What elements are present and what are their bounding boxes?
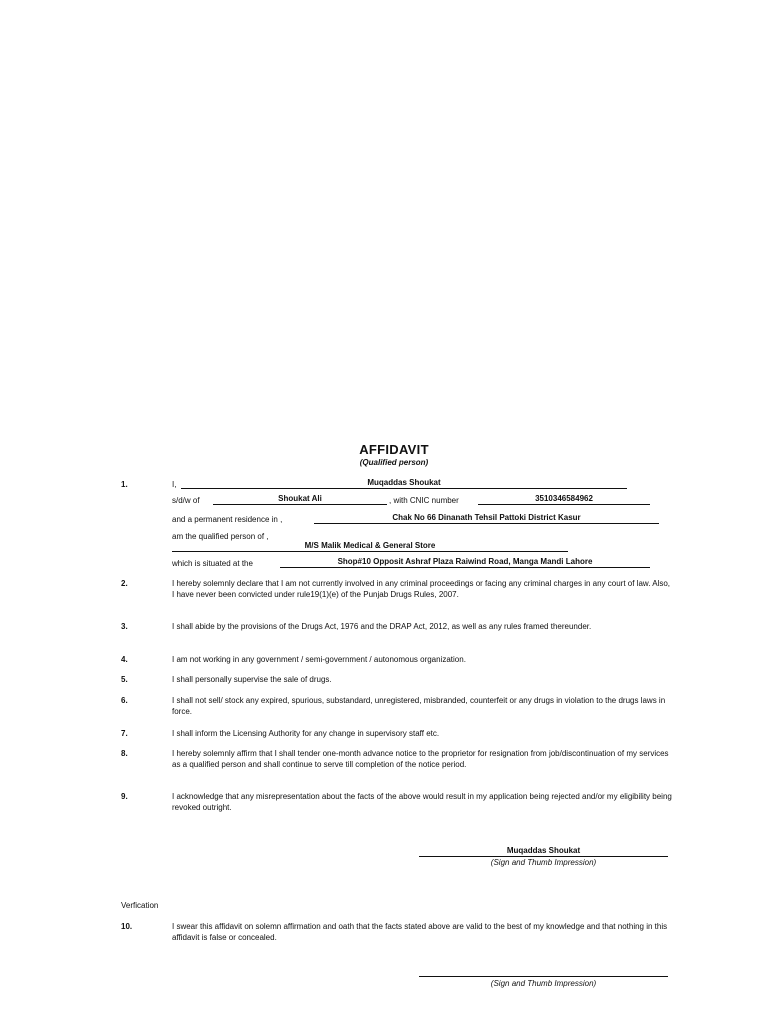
situated-label: which is situated at the <box>172 559 253 568</box>
clause-6-text: I shall not sell/ stock any expired, spurious, substandard, unregistered, misbranded, counterfeit or any drugs in violation to the drugs laws in force. <box>172 696 666 716</box>
document-subtitle: (Qualified person) <box>359 458 429 467</box>
clause-7-text: I shall inform the Licensing Authority for any change in supervisory staff etc. <box>172 729 440 738</box>
clause-3-number: 3. <box>121 622 128 631</box>
clause-1-number: 1. <box>121 480 128 489</box>
residence-label: and a permanent residence in , <box>172 515 283 524</box>
document-title: AFFIDAVIT <box>359 442 429 457</box>
clause-8-text: I hereby solemnly affirm that I shall tender one-month advance notice to the proprietor for resignation from job/discontinuation of my services as a qualified person and shall continue to serve till completion of the notice period. <box>172 749 669 769</box>
clause-4-text: I am not working in any government / semi-government / autonomous organization. <box>172 655 466 664</box>
qualified-person-label: am the qualified person of , <box>172 532 269 541</box>
father-name-field[interactable]: Shoukat Ali <box>213 494 387 505</box>
clause-10-text: I swear this affidavit on solemn affirmation and oath that the facts stated above are valid to the best of my knowledge and that nothing in this affidavit is false or concealed. <box>172 922 668 942</box>
cnic-label: , with CNIC number <box>389 496 459 505</box>
clause-5-text: I shall personally supervise the sale of drugs. <box>172 675 332 684</box>
residence-field[interactable]: Chak No 66 Dinanath Tehsil Pattoki District Kasur <box>314 513 659 524</box>
clause-5-number: 5. <box>121 675 128 684</box>
clause-9-number: 9. <box>121 792 128 801</box>
clause-7-number: 7. <box>121 729 128 738</box>
clause-10-number: 10. <box>121 922 133 931</box>
signature-1-name[interactable]: Muqaddas Shoukat <box>419 846 668 857</box>
clause-2-text: I hereby solemnly declare that I am not currently involved in any criminal proceedings or facing any criminal charges in any court of law. Also, I have never been convicted under rule19(1)(e) of the Punjab Drugs Rules, 2007. <box>172 579 671 599</box>
address-field[interactable]: Shop#10 Opposit Ashraf Plaza Raiwind Road, Manga Mandi Lahore <box>280 557 650 568</box>
clause-9-text: I acknowledge that any misrepresentation about the facts of the above would result in my application being rejected and/or my eligibility being revoked outright. <box>172 792 672 812</box>
store-name-field[interactable]: M/S Malik Medical & General Store <box>172 541 568 552</box>
clause-6-number: 6. <box>121 696 128 705</box>
signature-1-caption: (Sign and Thumb Impression) <box>490 858 597 867</box>
signature-2-caption: (Sign and Thumb Impression) <box>490 979 597 988</box>
clause-8-number: 8. <box>121 749 128 758</box>
clause-2-number: 2. <box>121 579 128 588</box>
verification-heading: Verfication <box>121 901 159 910</box>
name-field[interactable]: Muqaddas Shoukat <box>181 478 627 489</box>
cnic-field[interactable]: 3510346584962 <box>478 494 650 505</box>
clause-4-number: 4. <box>121 655 128 664</box>
clause-3-text: I shall abide by the provisions of the Drugs Act, 1976 and the DRAP Act, 2012, as well as any rules framed thereunder. <box>172 622 592 631</box>
i-label: I, <box>172 480 177 489</box>
signature-2-line[interactable] <box>419 976 668 977</box>
sdw-label: s/d/w of <box>172 496 200 505</box>
